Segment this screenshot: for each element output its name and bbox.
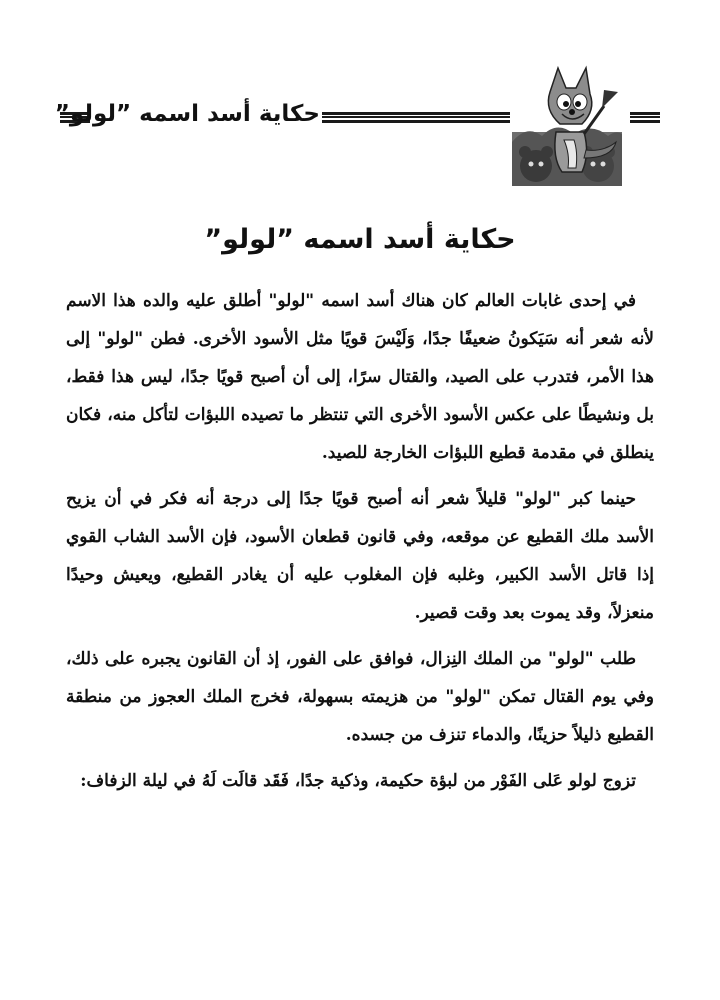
header-rule-middle bbox=[322, 112, 510, 123]
paragraph-2: حينما كبر "لولو" قليلاً شعر أنه أصبح قويًا جدًا إلى درجة أنه فكر في أن يزيح الأسد ملك القطيع عن موقعه، وفي قانون قطعان الأسود، فإن الأسد الشاب القوي إذا قاتل الأسد الكبير، وغلبه فإن المغلوب عليه أن يغادر القطيع، ويعيش وحيدًا منعزلاً، وقد يموت بعد وقت قصير. bbox=[66, 489, 654, 623]
paragraph-4: تزوج لولو عَلى الفَوْر من لبؤة حكيمة، وذكية جدًا، فَقَد قالَت لَهُ في ليلة الزفاف: bbox=[80, 771, 636, 791]
running-header bbox=[54, 62, 660, 186]
paragraph-1: في إحدى غابات العالم كان هناك أسد اسمه "لولو" أطلق عليه والده هذا الاسم لأنه شعر أنه سَيَكونُ ضعيفًا جدًا، وَلَيْسَ قويًا مثل الأسود الأخرى. فطن "لولو" إلى هذا الأمر، فتدرب على الصيد، والقتال سرًا، إلى أن أصبح قويًا جدًا، ليس هذا فقط، بل ونشيطًا على عكس الأسود الأخرى التي تنتظر ما تصيده اللبؤات لتأكل منه، فكان ينطلق في مقدمة قطيع اللبؤات الخارجة للصيد. bbox=[66, 291, 654, 463]
cartoon-fox-and-bear-icon bbox=[512, 62, 622, 186]
paragraph-3: طلب "لولو" من الملك النِزال، فوافق على الفور، إذ أن القانون يجبره على ذلك، وفي يوم القتال تمكن "لولو" من هزيمته بسهولة، فخرج الملك العجوز من منطقة القطيع ذليلاً حزينًا، والدماء تنزف من جسده. bbox=[66, 649, 654, 745]
header-rule-right bbox=[630, 112, 660, 123]
story-title: حكاية أسد اسمه ”لولو” bbox=[204, 224, 516, 255]
story-body bbox=[66, 282, 654, 808]
running-header-title: حكاية أسد اسمه ”لولو” bbox=[54, 101, 320, 127]
